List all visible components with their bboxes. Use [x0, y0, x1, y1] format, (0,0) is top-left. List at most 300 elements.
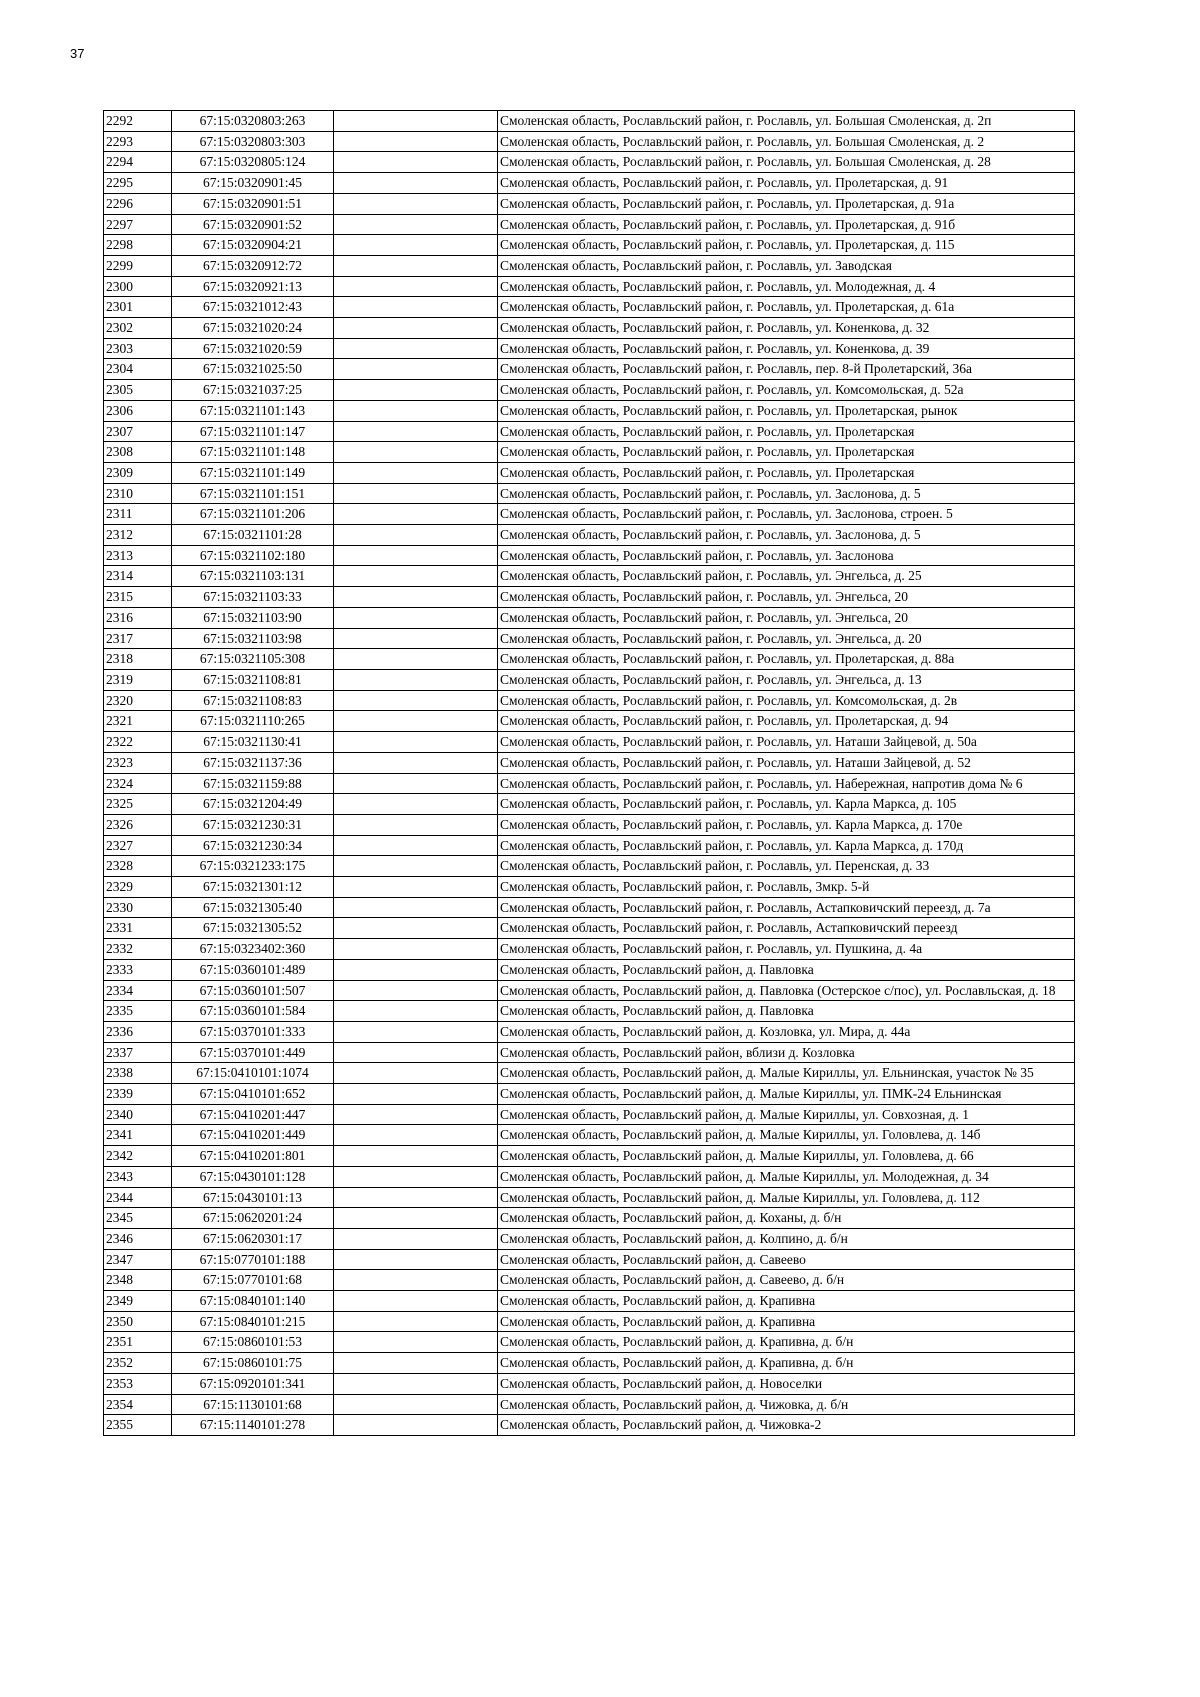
- row-number: 2324: [104, 773, 172, 794]
- address: Смоленская область, Рославльский район, д. Малые Кириллы, ул. Головлева, д. 112: [498, 1187, 1075, 1208]
- empty-cell: [334, 359, 498, 380]
- row-number: 2350: [104, 1311, 172, 1332]
- empty-cell: [334, 1042, 498, 1063]
- row-number: 2311: [104, 504, 172, 525]
- table-row: [104, 732, 1075, 753]
- table-row: [104, 649, 1075, 670]
- table-row: [104, 980, 1075, 1001]
- row-number: 2320: [104, 690, 172, 711]
- table-row: [104, 111, 1075, 132]
- row-number: 2322: [104, 732, 172, 753]
- row-number: 2343: [104, 1166, 172, 1187]
- cadastral-number: 67:15:0321020:59: [172, 338, 334, 359]
- table-row: [104, 1063, 1075, 1084]
- table-row: [104, 152, 1075, 173]
- address: Смоленская область, Рославльский район, г. Рославль, ул. Большая Смоленская, д. 2: [498, 131, 1075, 152]
- cadastral-number: 67:15:0321301:12: [172, 877, 334, 898]
- address: Смоленская область, Рославльский район, д. Савеево: [498, 1249, 1075, 1270]
- empty-cell: [334, 1063, 498, 1084]
- cadastral-number: 67:15:0323402:360: [172, 939, 334, 960]
- row-number: 2316: [104, 607, 172, 628]
- empty-cell: [334, 649, 498, 670]
- empty-cell: [334, 152, 498, 173]
- registry-table-body: [104, 111, 1075, 1436]
- address: Смоленская область, Рославльский район, г. Рославль, ул. Пролетарская: [498, 462, 1075, 483]
- row-number: 2300: [104, 276, 172, 297]
- table-row: [104, 193, 1075, 214]
- empty-cell: [334, 669, 498, 690]
- table-row: [104, 462, 1075, 483]
- table-row: [104, 1394, 1075, 1415]
- table-row: [104, 1084, 1075, 1105]
- empty-cell: [334, 1332, 498, 1353]
- empty-cell: [334, 483, 498, 504]
- cadastral-number: 67:15:0410201:801: [172, 1146, 334, 1167]
- cadastral-number: 67:15:0620301:17: [172, 1228, 334, 1249]
- row-number: 2295: [104, 173, 172, 194]
- address: Смоленская область, Рославльский район, г. Рославль, Астапковичский переезд: [498, 918, 1075, 939]
- cadastral-number: 67:15:0321233:175: [172, 856, 334, 877]
- table-row: [104, 1187, 1075, 1208]
- row-number: 2338: [104, 1063, 172, 1084]
- empty-cell: [334, 338, 498, 359]
- address: Смоленская область, Рославльский район, г. Рославль, ул. Заслонова: [498, 545, 1075, 566]
- address: Смоленская область, Рославльский район, г. Рославль, ул. Комсомольская, д. 2в: [498, 690, 1075, 711]
- cadastral-number: 67:15:0321230:31: [172, 814, 334, 835]
- table-row: [104, 421, 1075, 442]
- empty-cell: [334, 1415, 498, 1436]
- empty-cell: [334, 1084, 498, 1105]
- address: Смоленская область, Рославльский район, д. Малые Кириллы, ул. Головлева, д. 14б: [498, 1125, 1075, 1146]
- address: Смоленская область, Рославльский район, д. Крапивна: [498, 1311, 1075, 1332]
- table-row: [104, 1146, 1075, 1167]
- row-number: 2323: [104, 752, 172, 773]
- row-number: 2328: [104, 856, 172, 877]
- table-row: [104, 752, 1075, 773]
- row-number: 2333: [104, 959, 172, 980]
- table-row: [104, 1332, 1075, 1353]
- empty-cell: [334, 421, 498, 442]
- row-number: 2336: [104, 1021, 172, 1042]
- address: Смоленская область, Рославльский район, г. Рославль, ул. Пролетарская: [498, 421, 1075, 442]
- cadastral-number: 67:15:0321230:34: [172, 835, 334, 856]
- cadastral-number: 67:15:0320901:52: [172, 214, 334, 235]
- cadastral-number: 67:15:1140101:278: [172, 1415, 334, 1436]
- cadastral-number: 67:15:0320901:45: [172, 173, 334, 194]
- row-number: 2296: [104, 193, 172, 214]
- row-number: 2355: [104, 1415, 172, 1436]
- cadastral-number: 67:15:0320803:263: [172, 111, 334, 132]
- table-row: [104, 1291, 1075, 1312]
- empty-cell: [334, 814, 498, 835]
- cadastral-number: 67:15:0321020:24: [172, 318, 334, 339]
- address: Смоленская область, Рославльский район, д. Малые Кириллы, ул. Молодежная, д. 34: [498, 1166, 1075, 1187]
- address: Смоленская область, Рославльский район, г. Рославль, ул. Пролетарская, рынок: [498, 400, 1075, 421]
- cadastral-number: 67:15:0410101:652: [172, 1084, 334, 1105]
- address: Смоленская область, Рославльский район, г. Рославль, ул. Пролетарская, д. 91а: [498, 193, 1075, 214]
- row-number: 2330: [104, 897, 172, 918]
- cadastral-number: 67:15:0321101:149: [172, 462, 334, 483]
- table-row: [104, 173, 1075, 194]
- cadastral-number: 67:15:0321101:151: [172, 483, 334, 504]
- cadastral-number: 67:15:0321103:90: [172, 607, 334, 628]
- table-row: [104, 1373, 1075, 1394]
- table-row: [104, 607, 1075, 628]
- address: Смоленская область, Рославльский район, г. Рославль, ул. Пролетарская, д. 94: [498, 711, 1075, 732]
- table-row: [104, 1166, 1075, 1187]
- row-number: 2306: [104, 400, 172, 421]
- table-row: [104, 566, 1075, 587]
- row-number: 2308: [104, 442, 172, 463]
- row-number: 2344: [104, 1187, 172, 1208]
- cadastral-number: 67:15:0321102:180: [172, 545, 334, 566]
- row-number: 2301: [104, 297, 172, 318]
- row-number: 2309: [104, 462, 172, 483]
- table-row: [104, 1270, 1075, 1291]
- empty-cell: [334, 897, 498, 918]
- row-number: 2334: [104, 980, 172, 1001]
- row-number: 2341: [104, 1125, 172, 1146]
- address: Смоленская область, Рославльский район, г. Рославль, ул. Пролетарская, д. 91: [498, 173, 1075, 194]
- empty-cell: [334, 297, 498, 318]
- empty-cell: [334, 1166, 498, 1187]
- address: Смоленская область, Рославльский район, д. Козловка, ул. Мира, д. 44а: [498, 1021, 1075, 1042]
- table-row: [104, 1042, 1075, 1063]
- address: Смоленская область, Рославльский район, г. Рославль, ул. Заслонова, д. 5: [498, 483, 1075, 504]
- empty-cell: [334, 214, 498, 235]
- cadastral-number: 67:15:0920101:341: [172, 1373, 334, 1394]
- cadastral-number: 67:15:0360101:584: [172, 1001, 334, 1022]
- empty-cell: [334, 918, 498, 939]
- empty-cell: [334, 1353, 498, 1374]
- row-number: 2337: [104, 1042, 172, 1063]
- row-number: 2346: [104, 1228, 172, 1249]
- empty-cell: [334, 1291, 498, 1312]
- address: Смоленская область, Рославльский район, г. Рославль, ул. Карла Маркса, д. 170д: [498, 835, 1075, 856]
- cadastral-number: 67:15:0321012:43: [172, 297, 334, 318]
- table-row: [104, 442, 1075, 463]
- address: Смоленская область, Рославльский район, г. Рославль, ул. Энгельса, 20: [498, 607, 1075, 628]
- table-row: [104, 1104, 1075, 1125]
- address: Смоленская область, Рославльский район, г. Рославль, ул. Молодежная, д. 4: [498, 276, 1075, 297]
- cadastral-number: 67:15:0370101:333: [172, 1021, 334, 1042]
- cadastral-number: 67:15:0770101:188: [172, 1249, 334, 1270]
- cadastral-number: 67:15:0840101:215: [172, 1311, 334, 1332]
- empty-cell: [334, 628, 498, 649]
- empty-cell: [334, 462, 498, 483]
- cadastral-number: 67:15:0320803:303: [172, 131, 334, 152]
- cadastral-number: 67:15:0321159:88: [172, 773, 334, 794]
- table-row: [104, 939, 1075, 960]
- table-row: [104, 338, 1075, 359]
- table-row: [104, 525, 1075, 546]
- empty-cell: [334, 442, 498, 463]
- address: Смоленская область, Рославльский район, г. Рославль, ул. Заслонова, строен. 5: [498, 504, 1075, 525]
- empty-cell: [334, 711, 498, 732]
- address: Смоленская область, Рославльский район, г. Рославль, ул. Энгельса, д. 25: [498, 566, 1075, 587]
- cadastral-number: 67:15:0860101:53: [172, 1332, 334, 1353]
- empty-cell: [334, 193, 498, 214]
- cadastral-number: 67:15:0840101:140: [172, 1291, 334, 1312]
- address: Смоленская область, Рославльский район, г. Рославль, ул. Набережная, напротив дома № 6: [498, 773, 1075, 794]
- cadastral-number: 67:15:0770101:68: [172, 1270, 334, 1291]
- address: Смоленская область, Рославльский район, г. Рославль, ул. Пролетарская, д. 115: [498, 235, 1075, 256]
- address: Смоленская область, Рославльский район, д. Малые Кириллы, ул. ПМК-24 Ельнинская: [498, 1084, 1075, 1105]
- empty-cell: [334, 587, 498, 608]
- empty-cell: [334, 835, 498, 856]
- row-number: 2299: [104, 255, 172, 276]
- row-number: 2317: [104, 628, 172, 649]
- table-row: [104, 235, 1075, 256]
- cadastral-number: 67:15:0321204:49: [172, 794, 334, 815]
- address: Смоленская область, Рославльский район, г. Рославль, ул. Большая Смоленская, д. 28: [498, 152, 1075, 173]
- row-number: 2332: [104, 939, 172, 960]
- address: Смоленская область, Рославльский район, г. Рославль, ул. Большая Смоленская, д. 2п: [498, 111, 1075, 132]
- row-number: 2313: [104, 545, 172, 566]
- cadastral-number: 67:15:0320921:13: [172, 276, 334, 297]
- empty-cell: [334, 1249, 498, 1270]
- empty-cell: [334, 794, 498, 815]
- table-row: [104, 773, 1075, 794]
- address: Смоленская область, Рославльский район, д. Крапивна, д. б/н: [498, 1353, 1075, 1374]
- row-number: 2294: [104, 152, 172, 173]
- address: Смоленская область, Рославльский район, г. Рославль, ул. Заслонова, д. 5: [498, 525, 1075, 546]
- empty-cell: [334, 939, 498, 960]
- table-row: [104, 835, 1075, 856]
- table-row: [104, 959, 1075, 980]
- cadastral-number: 67:15:0410201:449: [172, 1125, 334, 1146]
- table-row: [104, 877, 1075, 898]
- table-row: [104, 628, 1075, 649]
- table-row: [104, 504, 1075, 525]
- address: Смоленская область, Рославльский район, д. Крапивна: [498, 1291, 1075, 1312]
- address: Смоленская область, Рославльский район, г. Рославль, ул. Карла Маркса, д. 170е: [498, 814, 1075, 835]
- row-number: 2353: [104, 1373, 172, 1394]
- cadastral-number: 67:15:0410201:447: [172, 1104, 334, 1125]
- table-row: [104, 669, 1075, 690]
- address: Смоленская область, Рославльский район, д. Павловка: [498, 959, 1075, 980]
- address: Смоленская область, Рославльский район, д. Малые Кириллы, ул. Совхозная, д. 1: [498, 1104, 1075, 1125]
- address: Смоленская область, Рославльский район, г. Рославль, 3мкр. 5-й: [498, 877, 1075, 898]
- cadastral-number: 67:15:0321108:81: [172, 669, 334, 690]
- empty-cell: [334, 959, 498, 980]
- row-number: 2339: [104, 1084, 172, 1105]
- address: Смоленская область, Рославльский район, г. Рославль, пер. 8-й Пролетарский, 36а: [498, 359, 1075, 380]
- cadastral-number: 67:15:0321305:40: [172, 897, 334, 918]
- cadastral-number: 67:15:0360101:507: [172, 980, 334, 1001]
- row-number: 2354: [104, 1394, 172, 1415]
- empty-cell: [334, 773, 498, 794]
- row-number: 2298: [104, 235, 172, 256]
- cadastral-number: 67:15:0320904:21: [172, 235, 334, 256]
- empty-cell: [334, 1187, 498, 1208]
- row-number: 2321: [104, 711, 172, 732]
- empty-cell: [334, 877, 498, 898]
- cadastral-number: 67:15:0321101:28: [172, 525, 334, 546]
- cadastral-number: 67:15:0321130:41: [172, 732, 334, 753]
- cadastral-number: 67:15:0320901:51: [172, 193, 334, 214]
- address: Смоленская область, Рославльский район, г. Рославль, ул. Пролетарская: [498, 442, 1075, 463]
- cadastral-number: 67:15:0321305:52: [172, 918, 334, 939]
- table-row: [104, 1311, 1075, 1332]
- table-row: [104, 318, 1075, 339]
- row-number: 2293: [104, 131, 172, 152]
- table-row: [104, 711, 1075, 732]
- table-row: [104, 794, 1075, 815]
- address: Смоленская область, Рославльский район, г. Рославль, ул. Энгельса, д. 20: [498, 628, 1075, 649]
- row-number: 2303: [104, 338, 172, 359]
- cadastral-number: 67:15:0321105:308: [172, 649, 334, 670]
- address: Смоленская область, Рославльский район, вблизи д. Козловка: [498, 1042, 1075, 1063]
- cadastral-number: 67:15:0410101:1074: [172, 1063, 334, 1084]
- row-number: 2304: [104, 359, 172, 380]
- empty-cell: [334, 525, 498, 546]
- empty-cell: [334, 131, 498, 152]
- row-number: 2310: [104, 483, 172, 504]
- cadastral-number: 67:15:0321108:83: [172, 690, 334, 711]
- empty-cell: [334, 732, 498, 753]
- table-row: [104, 814, 1075, 835]
- table-row: [104, 1249, 1075, 1270]
- table-row: [104, 297, 1075, 318]
- table-row: [104, 1208, 1075, 1229]
- empty-cell: [334, 380, 498, 401]
- table-row: [104, 690, 1075, 711]
- row-number: 2348: [104, 1270, 172, 1291]
- empty-cell: [334, 1001, 498, 1022]
- empty-cell: [334, 1311, 498, 1332]
- row-number: 2347: [104, 1249, 172, 1270]
- address: Смоленская область, Рославльский район, г. Рославль, ул. Пролетарская, д. 91б: [498, 214, 1075, 235]
- table-row: [104, 1415, 1075, 1436]
- empty-cell: [334, 752, 498, 773]
- address: Смоленская область, Рославльский район, г. Рославль, ул. Комсомольская, д. 52а: [498, 380, 1075, 401]
- empty-cell: [334, 276, 498, 297]
- row-number: 2349: [104, 1291, 172, 1312]
- empty-cell: [334, 255, 498, 276]
- row-number: 2327: [104, 835, 172, 856]
- table-row: [104, 1228, 1075, 1249]
- empty-cell: [334, 504, 498, 525]
- row-number: 2312: [104, 525, 172, 546]
- registry-table: [103, 110, 1075, 1436]
- address: Смоленская область, Рославльский район, г. Рославль, ул. Заводская: [498, 255, 1075, 276]
- row-number: 2314: [104, 566, 172, 587]
- table-row: [104, 918, 1075, 939]
- empty-cell: [334, 690, 498, 711]
- table-row: [104, 545, 1075, 566]
- row-number: 2319: [104, 669, 172, 690]
- address: Смоленская область, Рославльский район, г. Рославль, ул. Пролетарская, д. 61а: [498, 297, 1075, 318]
- empty-cell: [334, 400, 498, 421]
- cadastral-number: 67:15:0321103:131: [172, 566, 334, 587]
- empty-cell: [334, 1146, 498, 1167]
- cadastral-number: 67:15:1130101:68: [172, 1394, 334, 1415]
- row-number: 2329: [104, 877, 172, 898]
- cadastral-number: 67:15:0620201:24: [172, 1208, 334, 1229]
- empty-cell: [334, 1270, 498, 1291]
- empty-cell: [334, 1394, 498, 1415]
- table-row: [104, 255, 1075, 276]
- address: Смоленская область, Рославльский район, г. Рославль, ул. Энгельса, д. 13: [498, 669, 1075, 690]
- empty-cell: [334, 607, 498, 628]
- row-number: 2352: [104, 1353, 172, 1374]
- row-number: 2335: [104, 1001, 172, 1022]
- table-row: [104, 1021, 1075, 1042]
- cadastral-number: 67:15:0321101:148: [172, 442, 334, 463]
- cadastral-number: 67:15:0320912:72: [172, 255, 334, 276]
- empty-cell: [334, 980, 498, 1001]
- row-number: 2292: [104, 111, 172, 132]
- row-number: 2345: [104, 1208, 172, 1229]
- address: Смоленская область, Рославльский район, г. Рославль, ул. Энгельса, 20: [498, 587, 1075, 608]
- row-number: 2340: [104, 1104, 172, 1125]
- table-row: [104, 1001, 1075, 1022]
- table-row: [104, 400, 1075, 421]
- row-number: 2302: [104, 318, 172, 339]
- table-row: [104, 276, 1075, 297]
- empty-cell: [334, 235, 498, 256]
- row-number: 2351: [104, 1332, 172, 1353]
- table-row: [104, 483, 1075, 504]
- address: Смоленская область, Рославльский район, г. Рославль, ул. Перенская, д. 33: [498, 856, 1075, 877]
- cadastral-number: 67:15:0320805:124: [172, 152, 334, 173]
- empty-cell: [334, 318, 498, 339]
- address: Смоленская область, Рославльский район, г. Рославль, ул. Пушкина, д. 4а: [498, 939, 1075, 960]
- row-number: 2315: [104, 587, 172, 608]
- empty-cell: [334, 1125, 498, 1146]
- address: Смоленская область, Рославльский район, д. Новоселки: [498, 1373, 1075, 1394]
- table-row: [104, 897, 1075, 918]
- empty-cell: [334, 566, 498, 587]
- row-number: 2342: [104, 1146, 172, 1167]
- empty-cell: [334, 1021, 498, 1042]
- empty-cell: [334, 1104, 498, 1125]
- page-number: 37: [70, 46, 85, 61]
- row-number: 2297: [104, 214, 172, 235]
- cadastral-number: 67:15:0321101:147: [172, 421, 334, 442]
- address: Смоленская область, Рославльский район, г. Рославль, ул. Пролетарская, д. 88а: [498, 649, 1075, 670]
- empty-cell: [334, 1208, 498, 1229]
- cadastral-number: 67:15:0370101:449: [172, 1042, 334, 1063]
- cadastral-number: 67:15:0321110:265: [172, 711, 334, 732]
- table-row: [104, 856, 1075, 877]
- cadastral-number: 67:15:0321103:33: [172, 587, 334, 608]
- row-number: 2307: [104, 421, 172, 442]
- cadastral-number: 67:15:0321101:206: [172, 504, 334, 525]
- empty-cell: [334, 111, 498, 132]
- cadastral-number: 67:15:0321101:143: [172, 400, 334, 421]
- address: Смоленская область, Рославльский район, д. Крапивна, д. б/н: [498, 1332, 1075, 1353]
- address: Смоленская область, Рославльский район, д. Малые Кириллы, ул. Ельнинская, участок № 35: [498, 1063, 1075, 1084]
- row-number: 2305: [104, 380, 172, 401]
- cadastral-number: 67:15:0860101:75: [172, 1353, 334, 1374]
- address: Смоленская область, Рославльский район, д. Коханы, д. б/н: [498, 1208, 1075, 1229]
- row-number: 2331: [104, 918, 172, 939]
- cadastral-number: 67:15:0321137:36: [172, 752, 334, 773]
- empty-cell: [334, 173, 498, 194]
- address: Смоленская область, Рославльский район, г. Рославль, Астапковичский переезд, д. 7а: [498, 897, 1075, 918]
- cadastral-number: 67:15:0360101:489: [172, 959, 334, 980]
- table-row: [104, 587, 1075, 608]
- table-row: [104, 1125, 1075, 1146]
- table-row: [104, 1353, 1075, 1374]
- row-number: 2326: [104, 814, 172, 835]
- address: Смоленская область, Рославльский район, д. Чижовка, д. б/н: [498, 1394, 1075, 1415]
- address: Смоленская область, Рославльский район, д. Малые Кириллы, ул. Головлева, д. 66: [498, 1146, 1075, 1167]
- cadastral-number: 67:15:0321025:50: [172, 359, 334, 380]
- address: Смоленская область, Рославльский район, д. Павловка (Остерское с/пос), ул. Рославльская, д. 18: [498, 980, 1075, 1001]
